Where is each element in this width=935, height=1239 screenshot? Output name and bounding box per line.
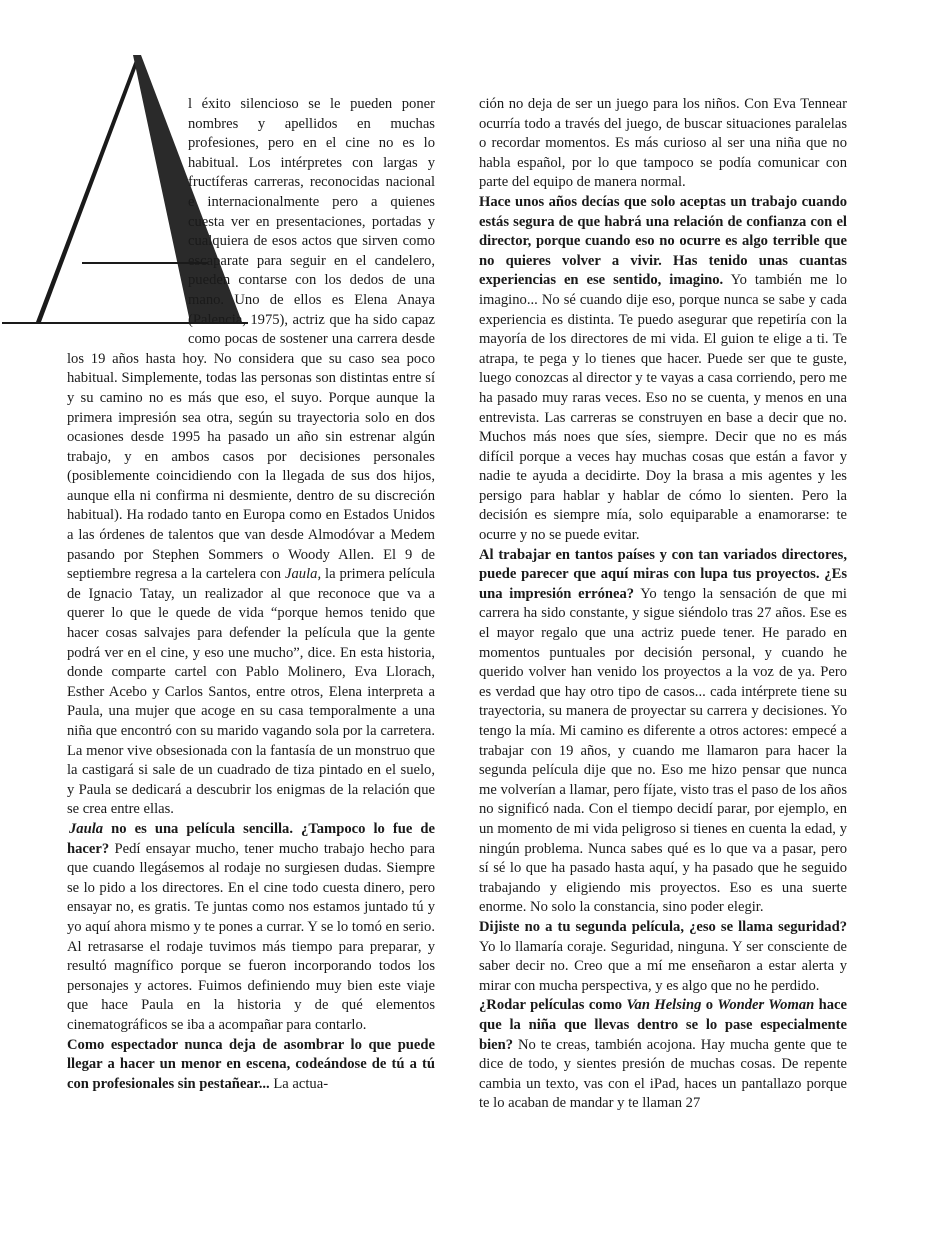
question: Como espectador nunca deja de asombrar lo que puede llegar a hacer un menor en escena, codeándose de tú a tú con profesionales sin pestañear... bbox=[67, 1036, 435, 1092]
qa-block bbox=[479, 918, 847, 996]
question: Hace unos años decías que solo aceptas un trabajo cuando estás segura de que habrá una relación de confianza con el director, porque cuando eso no ocurre es algo terrible que no quieres volver a vivir. Has tenido unas cuantas experiencias en ese sentido, imagino. bbox=[479, 193, 847, 289]
answer: Pedí ensayar mucho, tener mucho trabajo hecho para que cuando llegásemos al rodaje no surgiesen dudas. Siempre se lo pido a los directores. En el cine todo cuesta dinero, pero ensayar no, es gratis. Te juntas como nos estamos juntado tú y yo aquí ahora mismo y te pones a currar. Y se lo tomó en serio. Al retrasarse el rodaje tuvimos más tiempo para preparar, y resultó magnífico porque se fueron incorporando todos los personajes y actores. Fuimos definiendo muy bien este viaje que hace Paula en la historia y de qué elementos cinematográficos se iba a acompañar para contarlo. bbox=[67, 840, 435, 1033]
answer: Yo también me lo imagino... No sé cuando dije eso, porque nunca se sabe y cada experiencia es distinta. Te puedo asegurar que repetiría con la mayoría de los directores de mi vida. El guion te elige a ti. Te atrapa, te pega y lo tienes que hacer. Puede ser que te guste, luego conozcas al director y te vayas a casa corriendo, pero me ha pasado muy raras veces. Eso no se cuenta, y menos en una entrevista. Las carreras se construyen en base a decir que no. Muchos más noes que síes, siempre. Decir que no es más difícil porque a veces hay muchas cosas que están a favor y nadie te ayuda a decidirte. Doy la brasa a mis agentes y les persigo para hablar y hablar de cómo lo sienten. Pero la decisión es siempre mía, solo equiparable a enamorarse: te ocurre y no se puede evitar. bbox=[479, 272, 847, 544]
question: ¿Rodar películas como Van Helsing o Wonder Woman hace que la niña que llevas dentro se lo pase especialmente bien? bbox=[479, 997, 847, 1053]
qa-block bbox=[67, 820, 435, 1036]
answer-continuation: ción no deja de ser un juego para los niños. Con Eva Tennear ocurría todo a través del juego, de buscar situaciones paralelas o recordar momentos. Es más curioso al ser una niña que no habla español, por lo que tampoco se podía comunicar con parte del equipo de manera normal. bbox=[479, 96, 847, 191]
answer: No te creas, también acojona. Hay mucha gente que te dice de todo, y sientes presión de muchas cosas. De repente cambia un texto, vas con el iPad, haces un pantallazo porque te lo acaban de mandar y te llaman 27 bbox=[479, 1036, 847, 1112]
qa-block bbox=[479, 996, 847, 1114]
question: Dijiste no a tu segunda película, ¿eso se llama seguridad? bbox=[479, 918, 847, 935]
question: Al trabajar en tantos países y con tan variados directores, puede parecer que aquí miras con lupa tus proyectos. ¿Es una impresión errónea? bbox=[479, 546, 847, 602]
question: Jaula no es una película sencilla. ¿Tampoco lo fue de hacer? bbox=[67, 820, 435, 857]
answer: Yo tengo la sensación de que mi carrera ha sido constante, y sigue siéndolo tras 27 años. Ese es el mayor regalo que una actriz puede tener. He parado en momentos puntuales por decisión personal, y cuando he querido volver han venido los proyectos a la voz de ya. Pero es verdad que hay otro tipo de casos... cada intérprete tiene su trayectoria, su manera de proyectar su carrera y decisiones. Yo tengo la mía. Mi camino es diferente a otros actores: empecé a trabajar con 19 años, y cuando me llamaron para hacer la segunda película dije que no. Eso me hizo pensar que nunca me volverían a llamar, pero fíjate, visto tras el paso de los años no significó nada. Con el tiempo decidí parar, por ejemplo, en un momento de mi vida peligroso si tienes en cuenta la edad, y ningún problema. Nunca sabes qué es lo que va a pasar, pero sí sé lo que ha pasado hasta aquí, y ha pasado que he seguido trabajando y eligiendo mis proyectos. Eso es una suerte enorme. No solo la constancia, sino poder elegir. bbox=[479, 585, 847, 916]
article-column-left bbox=[67, 95, 435, 1094]
article-column-right bbox=[479, 95, 847, 1114]
qa-block bbox=[479, 193, 847, 546]
qa-block bbox=[479, 546, 847, 918]
qa-block bbox=[67, 1036, 435, 1095]
answer: Yo lo llamaría coraje. Seguridad, ninguna. Y ser consciente de saber decir no. Creo que a mí me enseñaron a estar alerta y mirar con mucha perspectiva, y es algo que no he perdido. bbox=[479, 938, 847, 994]
answer: La actua- bbox=[269, 1075, 329, 1092]
intro-paragraph: l éxito silencioso se le pueden poner nombres y apellidos en muchas profesiones, pero en el cine no es lo habitual. Los intérpretes con largas y fructíferas carreras, reconocidas nacional e internacionalmente pero a quienes cuesta ver en presentaciones, portadas y cualquiera de esos actos que sirven como escaparate para seguir en el candelero, pueden contarse con los dedos de una mano. Uno de ellos es Elena Anaya (Palencia, 1975), actriz que ha sido capaz como pocas de sostener una carrera desde los 19 años hasta hoy. No considera que su caso sea poco habitual. Simplemente, todas las personas son distintas entre sí y su camino no es más que eso, el suyo. Porque aunque la primera impresión sea otra, según su trayectoria solo en dos ocasiones desde 1995 ha pasado un año sin estrenar algún trabajo, y en ambos casos por decisiones personales (posiblemente coincidiendo con la llegada de sus dos hijos, aunque ella ni confirma ni desmiente, dentro de su discreción habitual). Ha rodado tanto en Europa como en Estados Unidos a las órdenes de talentos que van desde Almodóvar a Medem pasando por Stephen Sommers o Woody Allen. El 9 de septiembre regresa a la cartelera con Jaula, la primera película de Ignacio Tatay, un realizador al que reconoce que va a querer lo que le quede de vida “porque hemos tenido que hacer cosas salvajes para defender la película que la gente podrá ver en el cine, y eso une mucho”, dice. En esta historia, donde comparte cartel con Pablo Molinero, Eva Llorach, Esther Acebo y Carlos Santos, entre otros, Elena interpreta a Paula, una mujer que acoge en su casa temporalmente a una niña que encontró con su marido vagando sola por la carretera. La menor vive obsesionada con la fantasía de un monstruo que la castigará si sale de un cuadrado de tiza pintado en el suelo, y Paula se dedicará a descubrir los enigmas de la relación que se crea entre ellas. bbox=[67, 96, 435, 818]
drop-cap-wrap-space bbox=[0, 95, 188, 333]
